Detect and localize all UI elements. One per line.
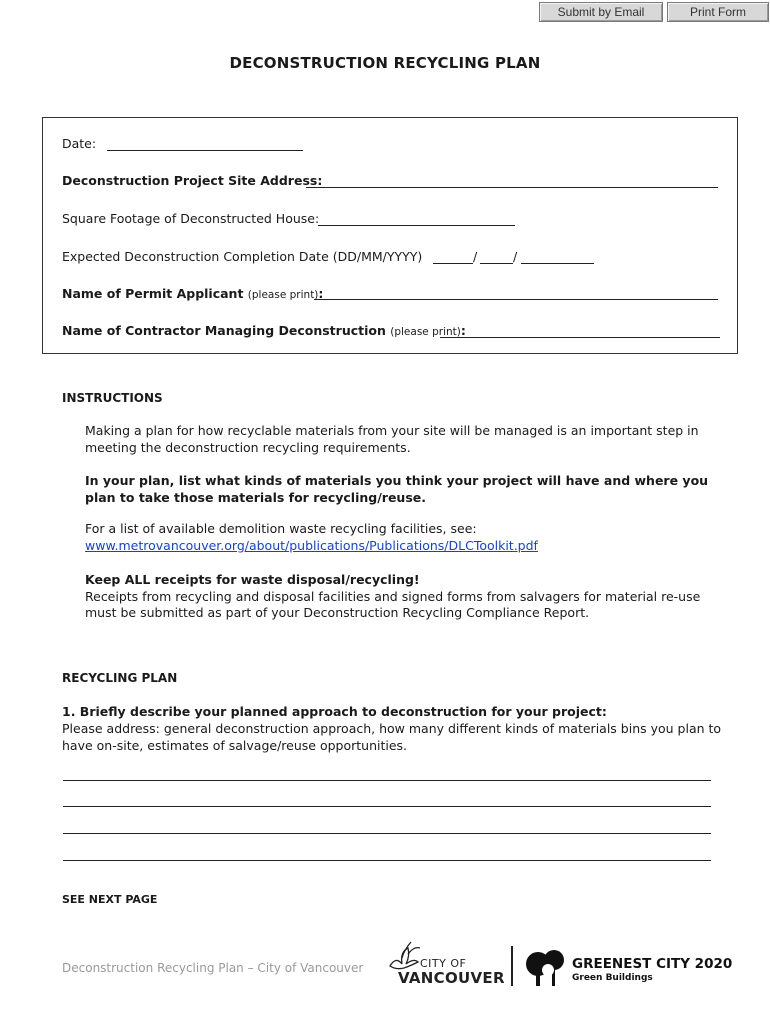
instructions-paragraph-3 (85, 521, 725, 554)
footer-text: Deconstruction Recycling Plan – City of Vancouver (62, 961, 364, 975)
answer-line-2[interactable] (63, 806, 711, 807)
instructions-paragraph-4 (85, 572, 725, 622)
greenest-city-tree-icon (520, 944, 570, 988)
instructions-paragraph-1: Making a plan for how recyclable materials from your site will be managed is an important step in meeting the deconstruction recycling requirements. (85, 423, 699, 455)
answer-line-4[interactable] (63, 860, 711, 861)
city-of-text: CITY OF (420, 957, 467, 970)
sqft-label: Square Footage of Deconstructed House: (62, 211, 320, 226)
see-next-page: SEE NEXT PAGE (62, 893, 158, 906)
receipts-text: Receipts from recycling and disposal facilities and signed forms from salvagers for material re-use must be submitted as part of your Deconstruction Recycling Compliance Report. (85, 588, 701, 620)
sqft-field[interactable] (318, 225, 515, 226)
contractor-colon: : (460, 323, 466, 338)
date-separator: / (513, 249, 518, 264)
page-title: DECONSTRUCTION RECYCLING PLAN (229, 54, 541, 72)
toolkit-link[interactable]: www.metrovancouver.org/about/publications/Publications/DLCToolkit.pdf (85, 537, 538, 553)
contractor-label (62, 323, 466, 338)
question-1: 1. Briefly describe your planned approach to deconstruction for your project: (62, 704, 607, 719)
submit-by-email-button[interactable]: Submit by Email (539, 2, 663, 22)
contractor-hint: (please print) (390, 326, 461, 338)
date-separator: / (473, 249, 478, 264)
answer-line-3[interactable] (63, 833, 711, 834)
address-label: Deconstruction Project Site Address: (62, 173, 323, 188)
instructions-paragraph-2: In your plan, list what kinds of materials you think your project will have and where you plan to take those materials for recycling/reuse. (85, 473, 709, 505)
contractor-field[interactable] (440, 337, 720, 338)
answer-line-1[interactable] (63, 780, 711, 781)
greenest-city-title: GREENEST CITY 2020 (572, 956, 733, 972)
completion-year-field[interactable] (521, 263, 594, 264)
project-info-box (42, 117, 738, 354)
recycling-plan-heading: RECYCLING PLAN (62, 671, 178, 685)
applicant-colon: : (318, 286, 324, 301)
question-1-details: Please address: general deconstruction approach, how many different kinds of materials bins you plan to have on-site, estimates of salvage/reuse opportunities. (62, 721, 722, 753)
applicant-field[interactable] (314, 299, 718, 300)
applicant-hint: (please print) (247, 289, 319, 301)
date-label: Date: (62, 136, 97, 151)
completion-month-field[interactable] (480, 263, 513, 264)
completion-date-label: Expected Deconstruction Completion Date (DD/MM/YYYY) (62, 249, 423, 264)
facilities-text: For a list of available demolition waste recycling facilities, see: (85, 521, 477, 536)
vancouver-text: VANCOUVER (398, 969, 505, 987)
applicant-label-text: Name of Permit Applicant (62, 286, 244, 301)
green-buildings-text: Green Buildings (572, 973, 653, 983)
instructions-heading: INSTRUCTIONS (62, 391, 163, 405)
receipts-heading: Keep ALL receipts for waste disposal/recycling! (85, 572, 420, 587)
date-field[interactable] (107, 150, 303, 151)
print-form-button[interactable]: Print Form (667, 2, 769, 22)
contractor-label-text: Name of Contractor Managing Deconstruction (62, 323, 386, 338)
address-field[interactable] (306, 187, 718, 188)
completion-day-field[interactable] (433, 263, 473, 264)
applicant-label (62, 286, 323, 301)
